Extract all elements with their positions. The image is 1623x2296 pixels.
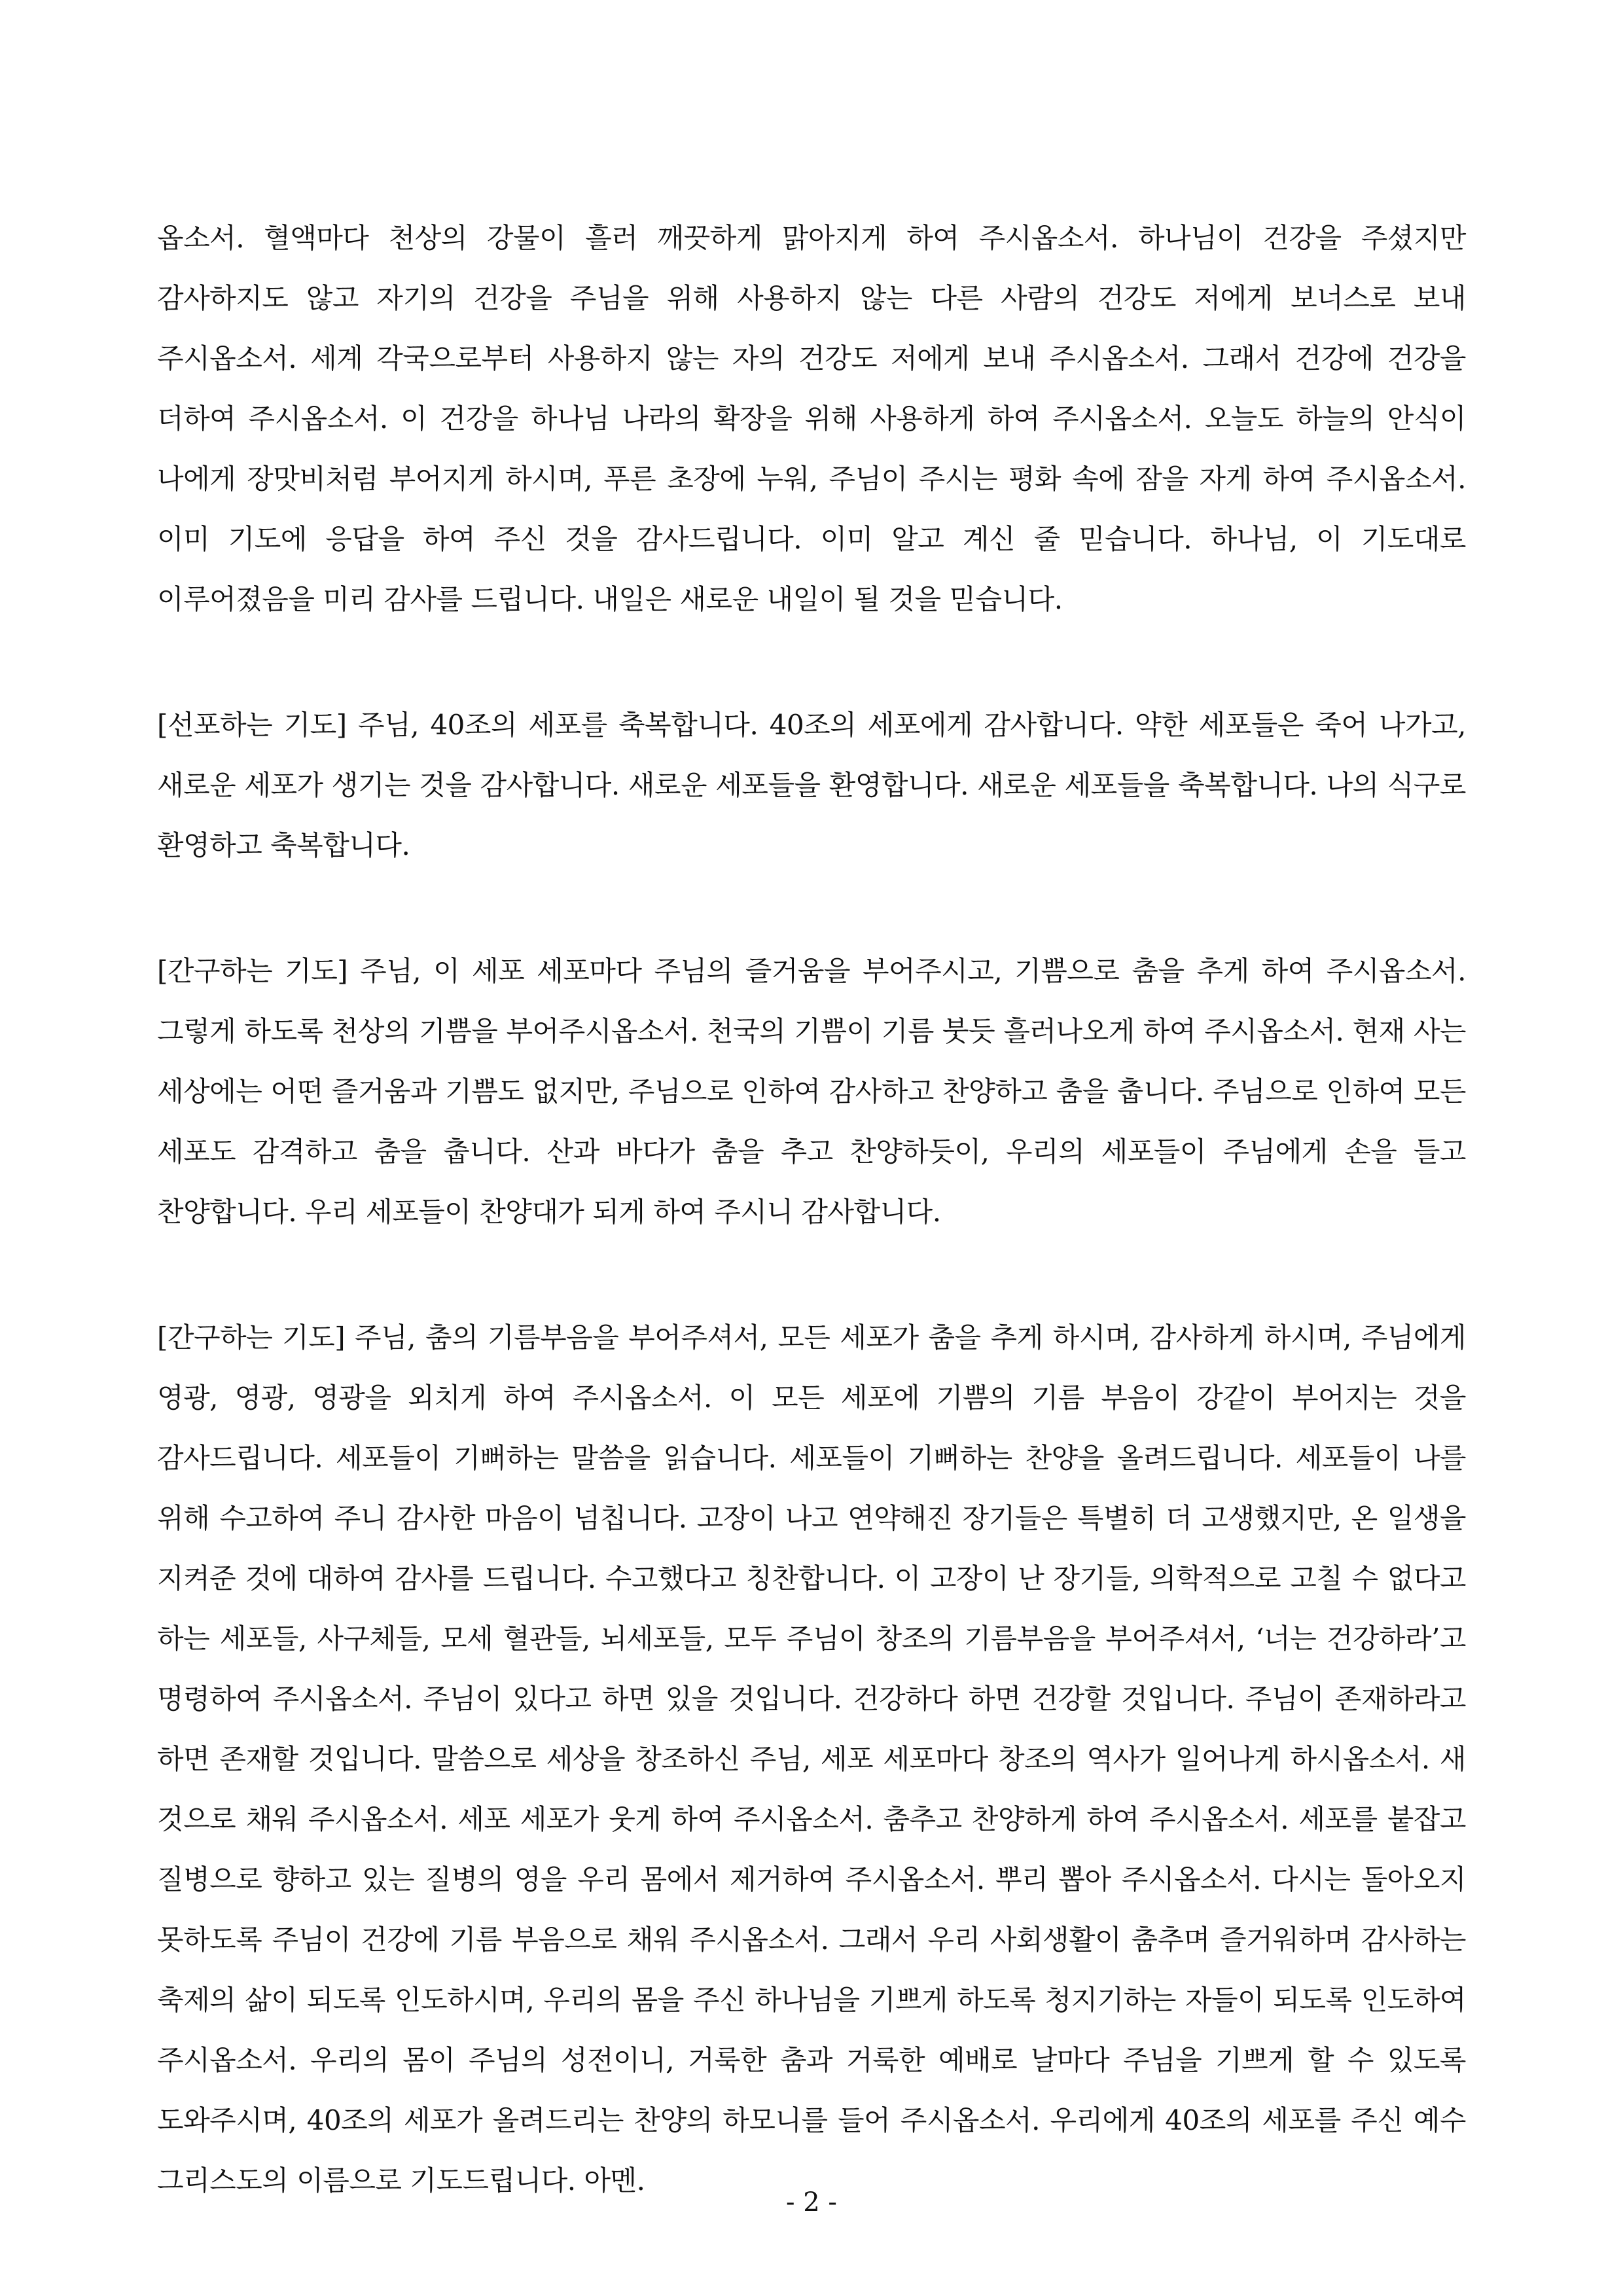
paragraph-petition-prayer-joy: [간구하는 기도] 주님, 이 세포 세포마다 주님의 즐거움을 부어주시고, 기쁨으로 춤을 추게 하여 주시옵소서. 그렇게 하도록 천상의 기쁨을 부어주시옵소서. 천국의 기쁨이 기름 붓듯 흘러나오게 하여 주시옵소서. 현재 사는 세상에는 어떤 즐거움과 기쁨도 없지만, 주님으로 인하여 감사하고 찬양하고 춤을 춥니다. 주님으로 인하여 모든 세포도 감격하고 춤을 춥니다. 산과 바다가 춤을 추고 찬양하듯이, 우리의 세포들이 주님에게 손을 들고 찬양합니다. 우리 세포들이 찬양대가 되게 하여 주시니 감사합니다.: [157, 955, 1466, 1228]
page-body: [157, 208, 1466, 2211]
paragraph-petition-prayer-anointing: [간구하는 기도] 주님, 춤의 기름부음을 부어주셔서, 모든 세포가 춤을 추게 하시며, 감사하게 하시며, 주님에게 영광, 영광, 영광을 외치게 하여 주시옵소서. 이 모든 세포에 기쁨의 기름 부음이 강같이 부어지는 것을 감사드립니다. 세포들이 기뻐하는 말씀을 읽습니다. 세포들이 기뻐하는 찬양을 올려드립니다. 세포들이 나를 위해 수고하여 주니 감사한 마음이 넘칩니다. 고장이 나고 연약해진 장기들은 특별히 더 고생했지만, 온 일생을 지켜준 것에 대하여 감사를 드립니다. 수고했다고 칭찬합니다. 이 고장이 난 장기들, 의학적으로 고칠 수 없다고 하는 세포들, 사구체들, 모세 혈관들, 뇌세포들, 모두 주님이 창조의 기름부음을 부어주셔서, ‘너는 건강하라’고 명령하여 주시옵소서. 주님이 있다고 하면 있을 것입니다. 건강하다 하면 건강할 것입니다. 주님이 존재하라고 하면 존재할 것입니다. 말씀으로 세상을 창조하신 주님, 세포 세포마다 창조의 역사가 일어나게 하시옵소서. 새 것으로 채워 주시옵소서. 세포 세포가 웃게 하여 주시옵소서. 춤추고 찬양하게 하여 주시옵소서. 세포를 붙잡고 질병으로 향하고 있는 질병의 영을 우리 몸에서 제거하여 주시옵소서. 뿌리 뽑아 주시옵소서. 다시는 돌아오지 못하도록 주님이 건강에 기름 부음으로 채워 주시옵소서. 그래서 우리 사회생활이 춤추며 즐거워하며 감사하는 축제의 삶이 되도록 인도하시며, 우리의 몸을 주신 하나님을 기쁘게 하도록 청지기하는 자들이 되도록 인도하여 주시옵소서. 우리의 몸이 주님의 성전이니, 거룩한 춤과 거룩한 예배로 날마다 주님을 기쁘게 할 수 있도록 도와주시며, 40조의 세포가 올려드리는 찬양의 하모니를 들어 주시옵소서. 우리에게 40조의 세포를 주신 예수 그리스도의 이름으로 기도드립니다. 아멘.: [157, 1321, 1466, 2197]
page-number: - 2 -: [786, 2187, 837, 2217]
paragraph-opening-continuation: 옵소서. 혈액마다 천상의 강물이 흘러 깨끗하게 맑아지게 하여 주시옵소서. 하나님이 건강을 주셨지만 감사하지도 않고 자기의 건강을 주님을 위해 사용하지 않는 다른 사람의 건강도 저에게 보너스로 보내 주시옵소서. 세계 각국으로부터 사용하지 않는 자의 건강도 저에게 보내 주시옵소서. 그래서 건강에 건강을 더하여 주시옵소서. 이 건강을 하나님 나라의 확장을 위해 사용하게 하여 주시옵소서. 오늘도 하늘의 안식이 나에게 장맛비처럼 부어지게 하시며, 푸른 초장에 누워, 주님이 주시는 평화 속에 잠을 자게 하여 주시옵소서. 이미 기도에 응답을 하여 주신 것을 감사드립니다. 이미 알고 계신 줄 믿습니다. 하나님, 이 기도대로 이루어졌음을 미리 감사를 드립니다. 내일은 새로운 내일이 될 것을 믿습니다.: [157, 222, 1466, 615]
paragraph-declaring-prayer: [선포하는 기도] 주님, 40조의 세포를 축복합니다. 40조의 세포에게 감사합니다. 약한 세포들은 죽어 나가고, 새로운 세포가 생기는 것을 감사합니다. 새로운 세포들을 환영합니다. 새로운 세포들을 축복합니다. 나의 식구로 환영하고 축복합니다.: [157, 709, 1466, 861]
